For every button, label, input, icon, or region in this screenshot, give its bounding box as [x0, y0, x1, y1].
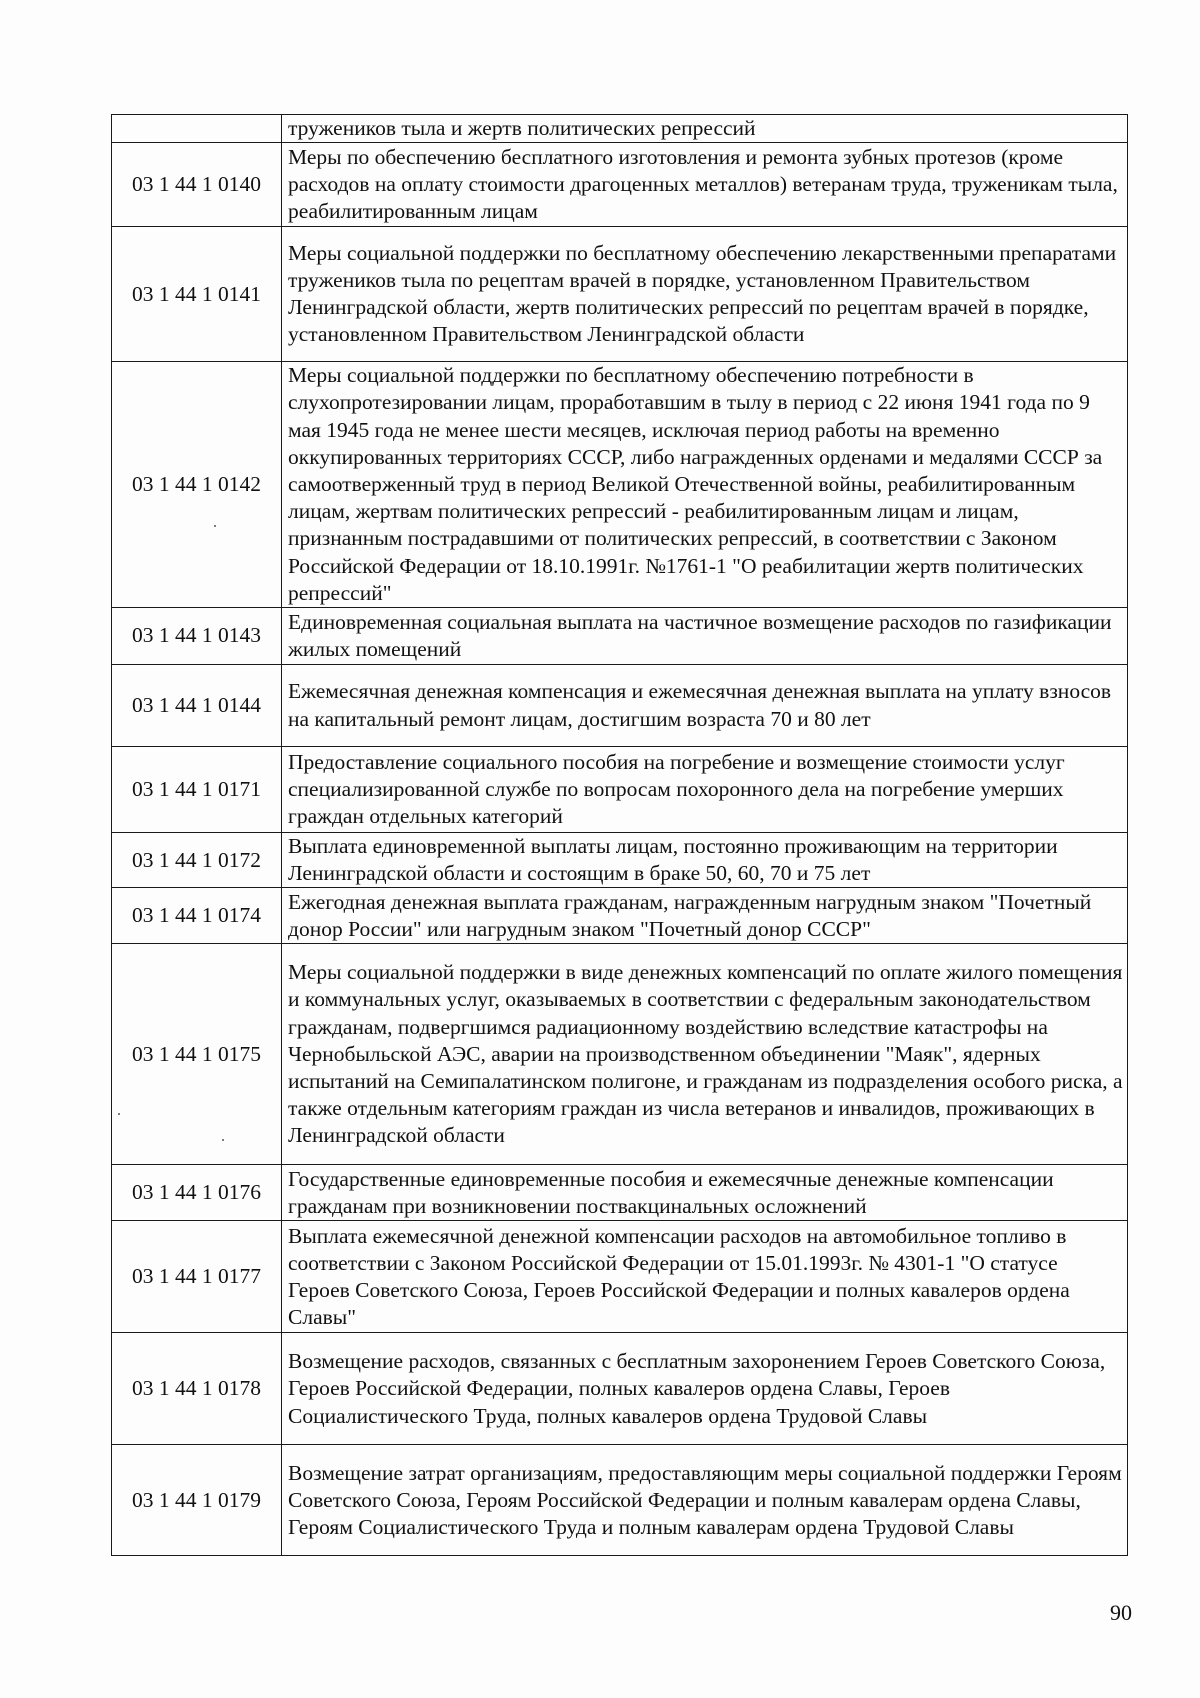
table-row	[112, 1165, 1128, 1221]
description-cell: Ежегодная денежная выплата гражданам, награжденным нагрудным знаком "Почетный донор России" или нагрудным знаком "Почетный донор СССР"	[282, 888, 1128, 944]
scan-speck	[214, 525, 216, 527]
description-cell: Меры по обеспечению бесплатного изготовления и ремонта зубных протезов (кроме расходов на оплату стоимости драгоценных металлов) ветеранам труда, труженикам тыла, реабилитированным лицам	[282, 143, 1128, 227]
description-cell: Возмещение расходов, связанных с бесплатным захоронением Героев Советского Союза, Героев Российской Федерации, полных кавалеров ордена Славы, Героев Социалистического Труда, полных кавалеров ордена Трудовой Славы	[282, 1333, 1128, 1445]
description-cell: тружеников тыла и жертв политических репрессий	[282, 115, 1128, 143]
table-row	[112, 227, 1128, 362]
scan-speck	[222, 1139, 224, 1141]
table-row	[112, 665, 1128, 747]
table-row	[112, 1221, 1128, 1333]
table-row	[112, 747, 1128, 833]
code-cell: 03 1 44 1 0176	[112, 1165, 282, 1221]
code-cell: 03 1 44 1 0174	[112, 888, 282, 944]
scan-speck	[118, 1113, 120, 1115]
table-row	[112, 1333, 1128, 1445]
table-row	[112, 888, 1128, 944]
code-cell: 03 1 44 1 0143	[112, 608, 282, 665]
page-number: 90	[1110, 1600, 1132, 1625]
description-cell: Выплата ежемесячной денежной компенсации расходов на автомобильное топливо в соответствии с Законом Российской Федерации от 15.01.1993г. № 4301-1 "О статусе Героев Советского Союза, Героев Российской Федерации и полных кавалеров ордена Славы"	[282, 1221, 1128, 1333]
code-cell: 03 1 44 1 0172	[112, 833, 282, 888]
description-cell: Предоставление социального пособия на погребение и возмещение стоимости услуг специализированной службе по вопросам похоронного дела на погребение умерших граждан отдельных категорий	[282, 747, 1128, 833]
code-cell: 03 1 44 1 0175	[112, 944, 282, 1165]
table-row	[112, 1445, 1128, 1556]
code-cell: 03 1 44 1 0179	[112, 1445, 282, 1556]
table-row	[112, 115, 1128, 143]
description-cell: Меры социальной поддержки по бесплатному обеспечению потребности в слухопротезировании лицам, проработавшим в тылу в период с 22 июня 1941 года по 9 мая 1945 года не менее шести месяцев, исключая период работы на временно оккупированных территориях СССР, либо награжденных орденами и медалями СССР за самоотверженный труд в период Великой Отечественной войны, реабилитированным лицам, жертвам политических репрессий - реабилитированным лицам и лицам, признанным пострадавшими от политических репрессий, в соответствии с Законом Российской Федерации от 18.10.1991г. №1761-1 "О реабилитации жертв политических репрессий"	[282, 362, 1128, 608]
code-cell: 03 1 44 1 0144	[112, 665, 282, 747]
code-cell: 03 1 44 1 0178	[112, 1333, 282, 1445]
description-cell: Единовременная социальная выплата на частичное возмещение расходов по газификации жилых помещений	[282, 608, 1128, 665]
table-row	[112, 944, 1128, 1165]
code-cell: 03 1 44 1 0177	[112, 1221, 282, 1333]
table-row	[112, 608, 1128, 665]
code-cell: 03 1 44 1 0142	[112, 362, 282, 608]
description-cell: Ежемесячная денежная компенсация и ежемесячная денежная выплата на уплату взносов на капитальный ремонт лицам, достигшим возраста 70 и 80 лет	[282, 665, 1128, 747]
description-cell: Выплата единовременной выплаты лицам, постоянно проживающим на территории Ленинградской области и состоящим в браке 50, 60, 70 и 75 лет	[282, 833, 1128, 888]
description-cell: Меры социальной поддержки по бесплатному обеспечению лекарственными препаратами тружеников тыла по рецептам врачей в порядке, установленном Правительством Ленинградской области, жертв политических репрессий по рецептам врачей в порядке, установленном Правительством Ленинградской области	[282, 227, 1128, 362]
budget-code-table	[111, 114, 1128, 1556]
code-cell: 03 1 44 1 0141	[112, 227, 282, 362]
code-cell	[112, 115, 282, 143]
description-cell: Государственные единовременные пособия и ежемесячные денежные компенсации гражданам при возникновении поствакцинальных осложнений	[282, 1165, 1128, 1221]
description-cell: Меры социальной поддержки в виде денежных компенсаций по оплате жилого помещения и коммунальных услуг, оказываемых в соответствии с федеральным законодательством гражданам, подвергшимся радиационному воздействию вследствие катастрофы на Чернобыльской АЭС, аварии на производственном объединении "Маяк", ядерных испытаний на Семипалатинском полигоне, и гражданам из подразделения особого риска, а также отдельным категориям граждан из числа ветеранов и инвалидов, проживающих в Ленинградской области	[282, 944, 1128, 1165]
table-row	[112, 362, 1128, 608]
description-cell: Возмещение затрат организациям, предоставляющим меры социальной поддержки Героям Советского Союза, Героям Российской Федерации и полным кавалерам ордена Славы, Героям Социалистического Труда и полным кавалерам ордена Трудовой Славы	[282, 1445, 1128, 1556]
table-row	[112, 833, 1128, 888]
code-cell: 03 1 44 1 0171	[112, 747, 282, 833]
code-cell: 03 1 44 1 0140	[112, 143, 282, 227]
table-row	[112, 143, 1128, 227]
